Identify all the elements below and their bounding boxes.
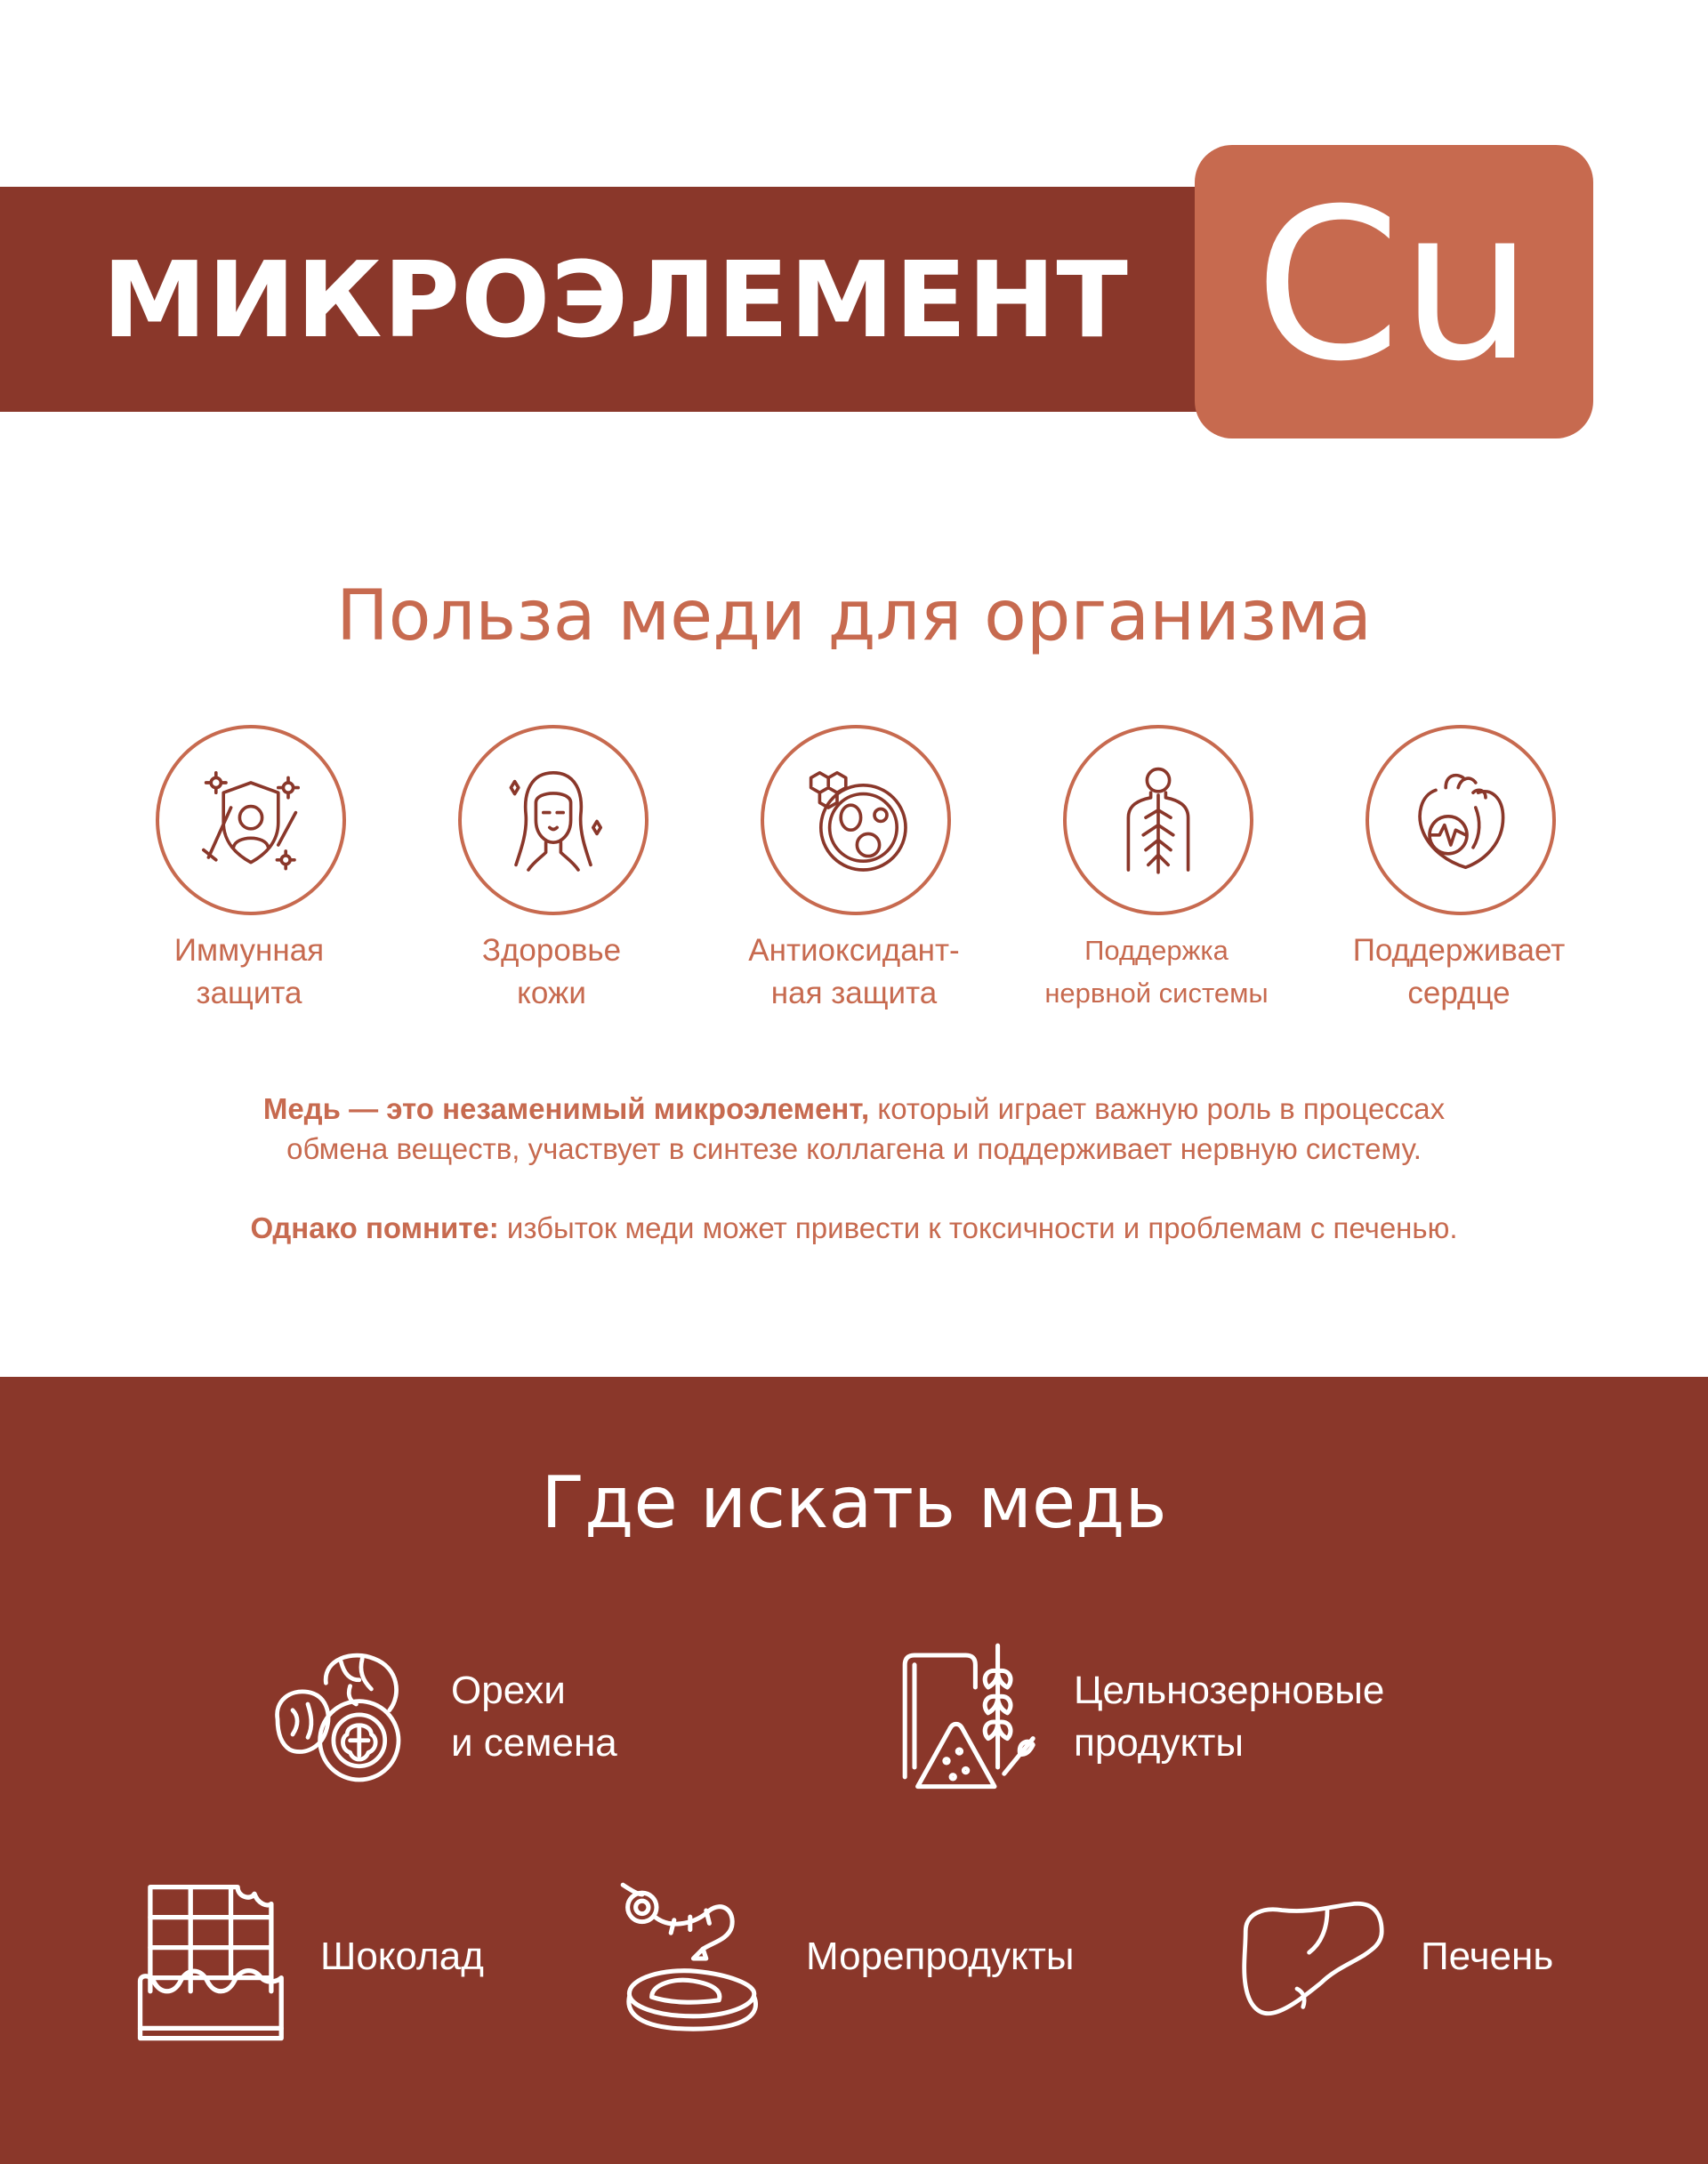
benefit-label: Антиоксидант- ная защита (748, 933, 960, 1010)
sources-title: Где искать медь (541, 1461, 1167, 1544)
benefit-icon-circle (1366, 725, 1556, 915)
source-label-liver: Печень (1421, 1935, 1554, 1978)
source-label-nuts: Орехи и семена (451, 1669, 617, 1765)
immune-shield-icon (189, 758, 313, 882)
description-paragraph-2: Однако помните: избыток меди может привести к токсичности и проблемам с печенью. (250, 1211, 1458, 1244)
liver-icon (1237, 1896, 1388, 2021)
benefit-icon-circle (156, 725, 346, 915)
element-symbol: Cu (1254, 164, 1534, 407)
source-label-chocolate: Шоколад (320, 1935, 484, 1978)
wholegrain-icon (882, 1639, 1043, 1799)
benefit-label: Иммунная защита (173, 933, 325, 1010)
nuts-icon (262, 1644, 414, 1795)
page-title: МИКРОЭЛЕМЕНТ (102, 238, 1129, 361)
heart-icon (1398, 758, 1523, 882)
benefit-label: Здоровье кожи (481, 933, 622, 1010)
benefit-icon-circle (761, 725, 951, 915)
seafood-icon (616, 1878, 777, 2039)
description-paragraph-1: Медь — это незаменимый микроэлемент, который играет важную роль в процессах обмена веществ, участвует в синтезе коллагена и поддерживает нервную систему. (262, 1092, 1446, 1165)
benefits-title: Польза меди для организма (336, 576, 1372, 656)
benefit-icon-circle (1063, 725, 1253, 915)
source-label-wholegrain: Цельнозерновые продукты (1074, 1669, 1385, 1765)
benefit-icon-circle (458, 725, 649, 915)
chocolate-icon (133, 1873, 285, 2042)
element-symbol-badge (1195, 145, 1593, 438)
nervous-system-icon (1096, 758, 1221, 882)
benefit-label: Поддержка нервной системы (1044, 935, 1269, 1009)
source-label-seafood: Морепродукты (806, 1935, 1075, 1978)
cell-molecule-icon (794, 758, 918, 882)
woman-face-icon (491, 758, 616, 882)
benefit-label: Поддерживает сердце (1352, 933, 1566, 1010)
